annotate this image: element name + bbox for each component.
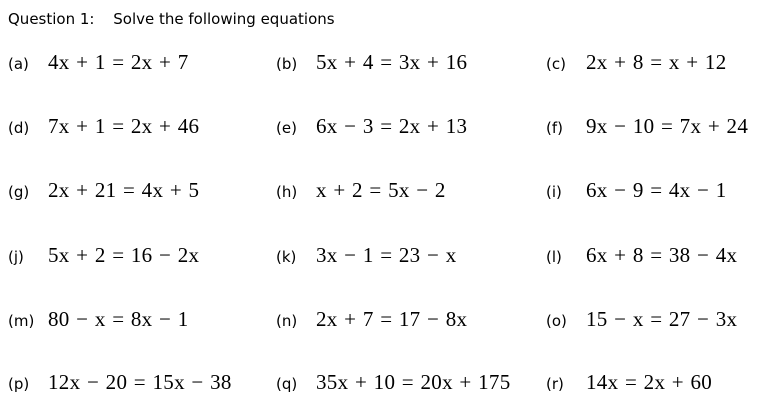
- equation: 6x − 3 = 2x + 13: [316, 114, 468, 138]
- question-label: (o): [546, 312, 567, 330]
- question-item-k: [276, 243, 457, 268]
- question-label: (q): [276, 375, 298, 393]
- equation: 2x + 8 = x + 12: [586, 50, 727, 74]
- question-item-q: [276, 370, 511, 395]
- question-item-p: [8, 370, 232, 395]
- question-label: (c): [546, 55, 566, 73]
- question-item-d: [8, 114, 199, 139]
- equation: x + 2 = 5x − 2: [316, 178, 446, 202]
- question-item-c: [546, 50, 727, 75]
- equation: 4x + 1 = 2x + 7: [48, 50, 189, 74]
- equation: 2x + 7 = 17 − 8x: [316, 307, 468, 331]
- question-instruction: Solve the following equations: [113, 10, 335, 28]
- question-label: (g): [8, 183, 30, 201]
- question-item-m: [8, 307, 189, 332]
- question-label: (p): [8, 375, 30, 393]
- equation: 12x − 20 = 15x − 38: [48, 370, 232, 394]
- question-header: [8, 8, 335, 30]
- equation: 5x + 4 = 3x + 16: [316, 50, 468, 74]
- equation: 7x + 1 = 2x + 46: [48, 114, 200, 138]
- equation: 9x − 10 = 7x + 24: [586, 114, 749, 138]
- question-label: (a): [8, 55, 29, 73]
- question-item-i: [546, 178, 727, 203]
- question-item-n: [276, 307, 467, 332]
- equation: 15 − x = 27 − 3x: [586, 307, 738, 331]
- equation: 80 − x = 8x − 1: [48, 307, 189, 331]
- question-label: (f): [546, 119, 563, 137]
- equation: 5x + 2 = 16 − 2x: [48, 243, 200, 267]
- question-label: (d): [8, 119, 30, 137]
- question-label: (l): [546, 248, 562, 266]
- question-label: (e): [276, 119, 297, 137]
- question-label: (m): [8, 312, 35, 330]
- question-item-g: [8, 178, 199, 203]
- equation: 35x + 10 = 20x + 175: [316, 370, 511, 394]
- question-label: (j): [8, 248, 24, 266]
- question-label: (k): [276, 248, 297, 266]
- question-number: Question 1:: [8, 10, 95, 28]
- question-item-h: [276, 178, 446, 203]
- equation: 6x + 8 = 38 − 4x: [586, 243, 738, 267]
- equation: 2x + 21 = 4x + 5: [48, 178, 200, 202]
- question-label: (h): [276, 183, 298, 201]
- question-item-e: [276, 114, 467, 139]
- question-item-l: [546, 243, 737, 268]
- equation: 6x − 9 = 4x − 1: [586, 178, 727, 202]
- question-item-r: [546, 370, 712, 395]
- question-label: (i): [546, 183, 562, 201]
- question-item-a: [8, 50, 189, 75]
- equation: 14x = 2x + 60: [586, 370, 713, 394]
- question-item-b: [276, 50, 467, 75]
- question-label: (b): [276, 55, 298, 73]
- question-item-j: [8, 243, 199, 268]
- question-item-f: [546, 114, 748, 139]
- question-label: (n): [276, 312, 298, 330]
- question-item-o: [546, 307, 737, 332]
- equation: 3x − 1 = 23 − x: [316, 243, 457, 267]
- question-label: (r): [546, 375, 564, 393]
